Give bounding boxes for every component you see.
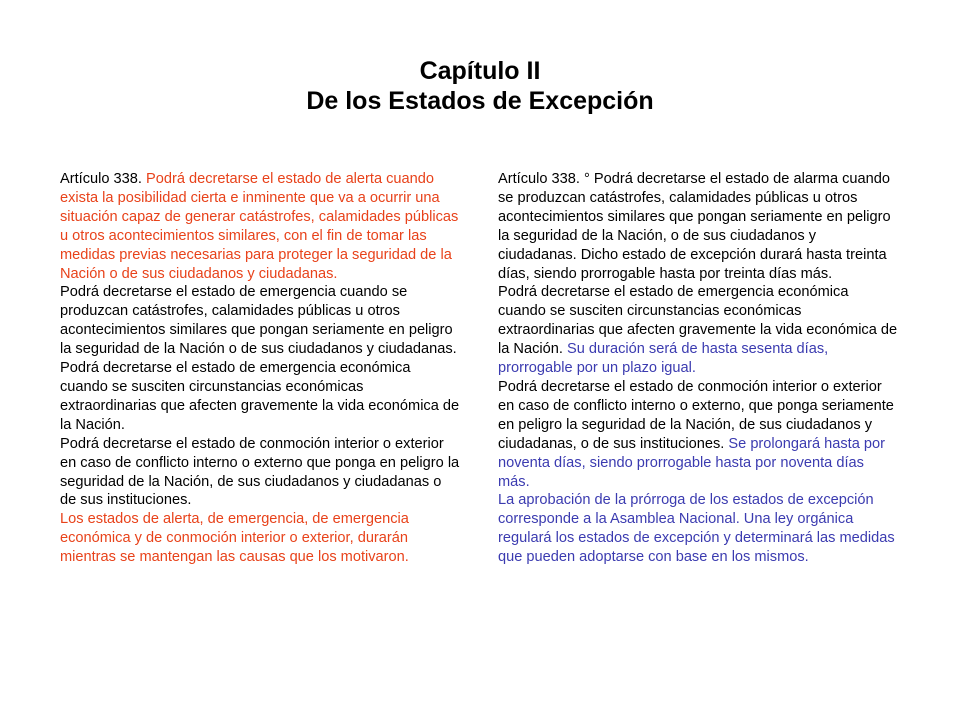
left-paragraph-1 [60, 170, 460, 283]
right-article-label: Artículo 338. ° [498, 171, 590, 187]
right-economic-duration: Su duración será de hasta sesenta días, prorrogable por un plazo igual. [498, 341, 829, 377]
left-paragraph-2: Podrá decretarse el estado de emergencia cuando se produzcan catástrofes, calamidades públicas u otros acontecimientos similares que pongan seriamente en peligro la seguridad de la Nación o de sus ciudadanos y ciudadanas. [60, 284, 457, 358]
right-column [498, 170, 898, 567]
left-paragraph-3: Podrá decretarse el estado de emergencia económica cuando se susciten circunstancias económicas extraordinarias que afecten gravemente la vida económica de la Nación. [60, 360, 460, 433]
right-commotion-duration: Se prolongará hasta por noventa días, siendo prorrogable hasta por noventa días más. [498, 435, 885, 490]
left-alert-text: Podrá decretarse el estado de alerta cuando exista la posibilidad cierta e inminente que va a ocurrir una situación capaz de generar catástrofes, calamidades públicas u otros acontecimientos similares, con el fin de tomar las medidas previas necesarias para proteger la seguridad de la Nación o de sus ciudadanos y ciudadanas. [60, 171, 459, 282]
right-paragraph-3 [498, 378, 898, 491]
left-article-label: Artículo 338. [60, 171, 142, 187]
right-commotion-text: Podrá decretarse el estado de conmoción interior o exterior en caso de conflicto interno o externo, que ponga seriamente en peligro la seguridad de la Nación, de sus ciudadanos y ciudadanas, o de sus instituciones. [498, 378, 894, 452]
left-paragraph-5: Los estados de alerta, de emergencia, de emergencia económica y de conmoción interior o exterior, durarán mientras se mantengan las causas que los motivaron. [60, 511, 409, 566]
right-alarm-text: Podrá decretarse el estado de alarma cuando se produzcan catástrofes, calamidades públicas u otros acontecimientos similares que pongan seriamente en peligro la seguridad de la Nación, o de sus ciudadanos y ciudadanas. Dicho estado de excepción durará hasta treinta días, siendo prorrogable hasta por treinta días más. [498, 171, 891, 282]
left-column [60, 170, 460, 567]
right-paragraph-4: La aprobación de la prórroga de los estados de excepción corresponde a la Asamblea Nacional. Una ley orgánica regulará los estados de excepción y determinará las medidas que pueden adoptarse con base en los mismos. [498, 492, 895, 566]
chapter-heading: Capítulo II [419, 57, 541, 85]
chapter-subheading: De los Estados de Excepción [306, 87, 654, 115]
right-economic-text: Podrá decretarse el estado de emergencia económica cuando se susciten circunstancias económicas extraordinarias que afecten gravemente la vida económica de la Nación. [498, 284, 898, 358]
left-paragraph-4: Podrá decretarse el estado de conmoción interior o exterior en caso de conflicto interno o externo que ponga en peligro la seguridad de la Nación, de sus ciudadanos y ciudadanas o de sus instituciones. [60, 435, 460, 509]
right-paragraph-2 [498, 283, 898, 378]
page-title [0, 56, 960, 116]
right-paragraph-1 [498, 170, 898, 283]
